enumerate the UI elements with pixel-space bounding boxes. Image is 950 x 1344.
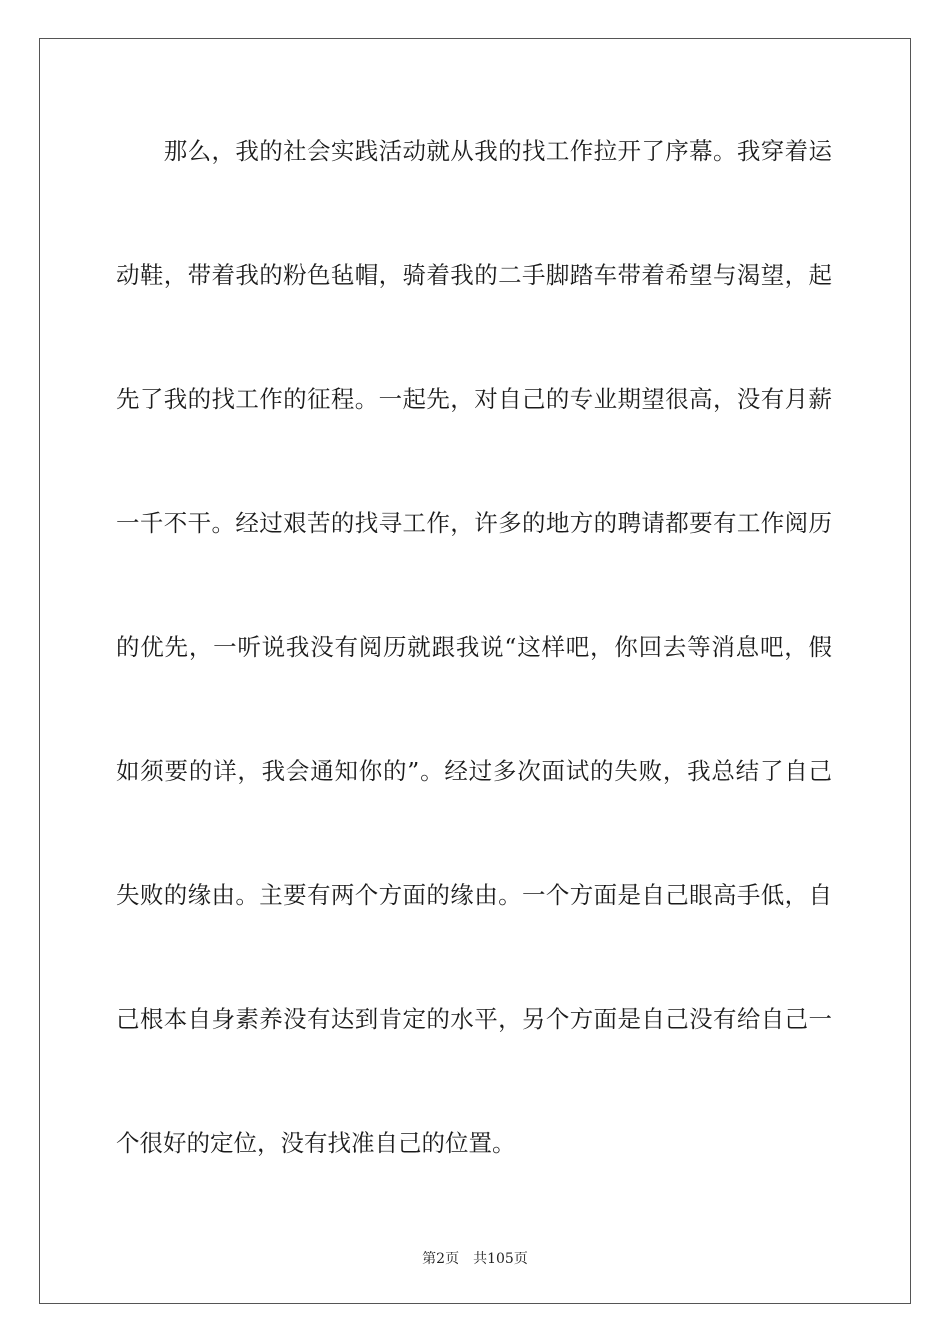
body-line: 那么，我的社会实践活动就从我的找工作拉开了序幕。我穿着运 xyxy=(116,137,832,165)
body-line: 己根本自身素养没有达到肯定的水平，另个方面是自己没有给自己一 xyxy=(116,1005,832,1033)
body-line: 先了我的找工作的征程。一起先，对自己的专业期望很高，没有月薪 xyxy=(116,385,832,413)
body-line: 如须要的详，我会通知你的”。经过多次面试的失败，我总结了自己 xyxy=(116,757,832,785)
body-line: 的优先，一听说我没有阅历就跟我说“这样吧，你回去等消息吧，假 xyxy=(116,633,832,661)
body-line: 个很好的定位，没有找准自己的位置。 xyxy=(116,1129,516,1157)
body-line: 失败的缘由。主要有两个方面的缘由。一个方面是自己眼高手低，自 xyxy=(116,881,832,909)
page-footer xyxy=(0,1248,950,1268)
body-text xyxy=(116,126,832,1242)
body-line: 一千不干。经过艰苦的找寻工作，许多的地方的聘请都要有工作阅历 xyxy=(116,509,832,537)
page-number: 第2页 xyxy=(422,1251,460,1267)
page-total: 共105页 xyxy=(473,1251,528,1267)
body-line: 动鞋，带着我的粉色毡帽，骑着我的二手脚踏车带着希望与渴望，起 xyxy=(116,261,832,289)
